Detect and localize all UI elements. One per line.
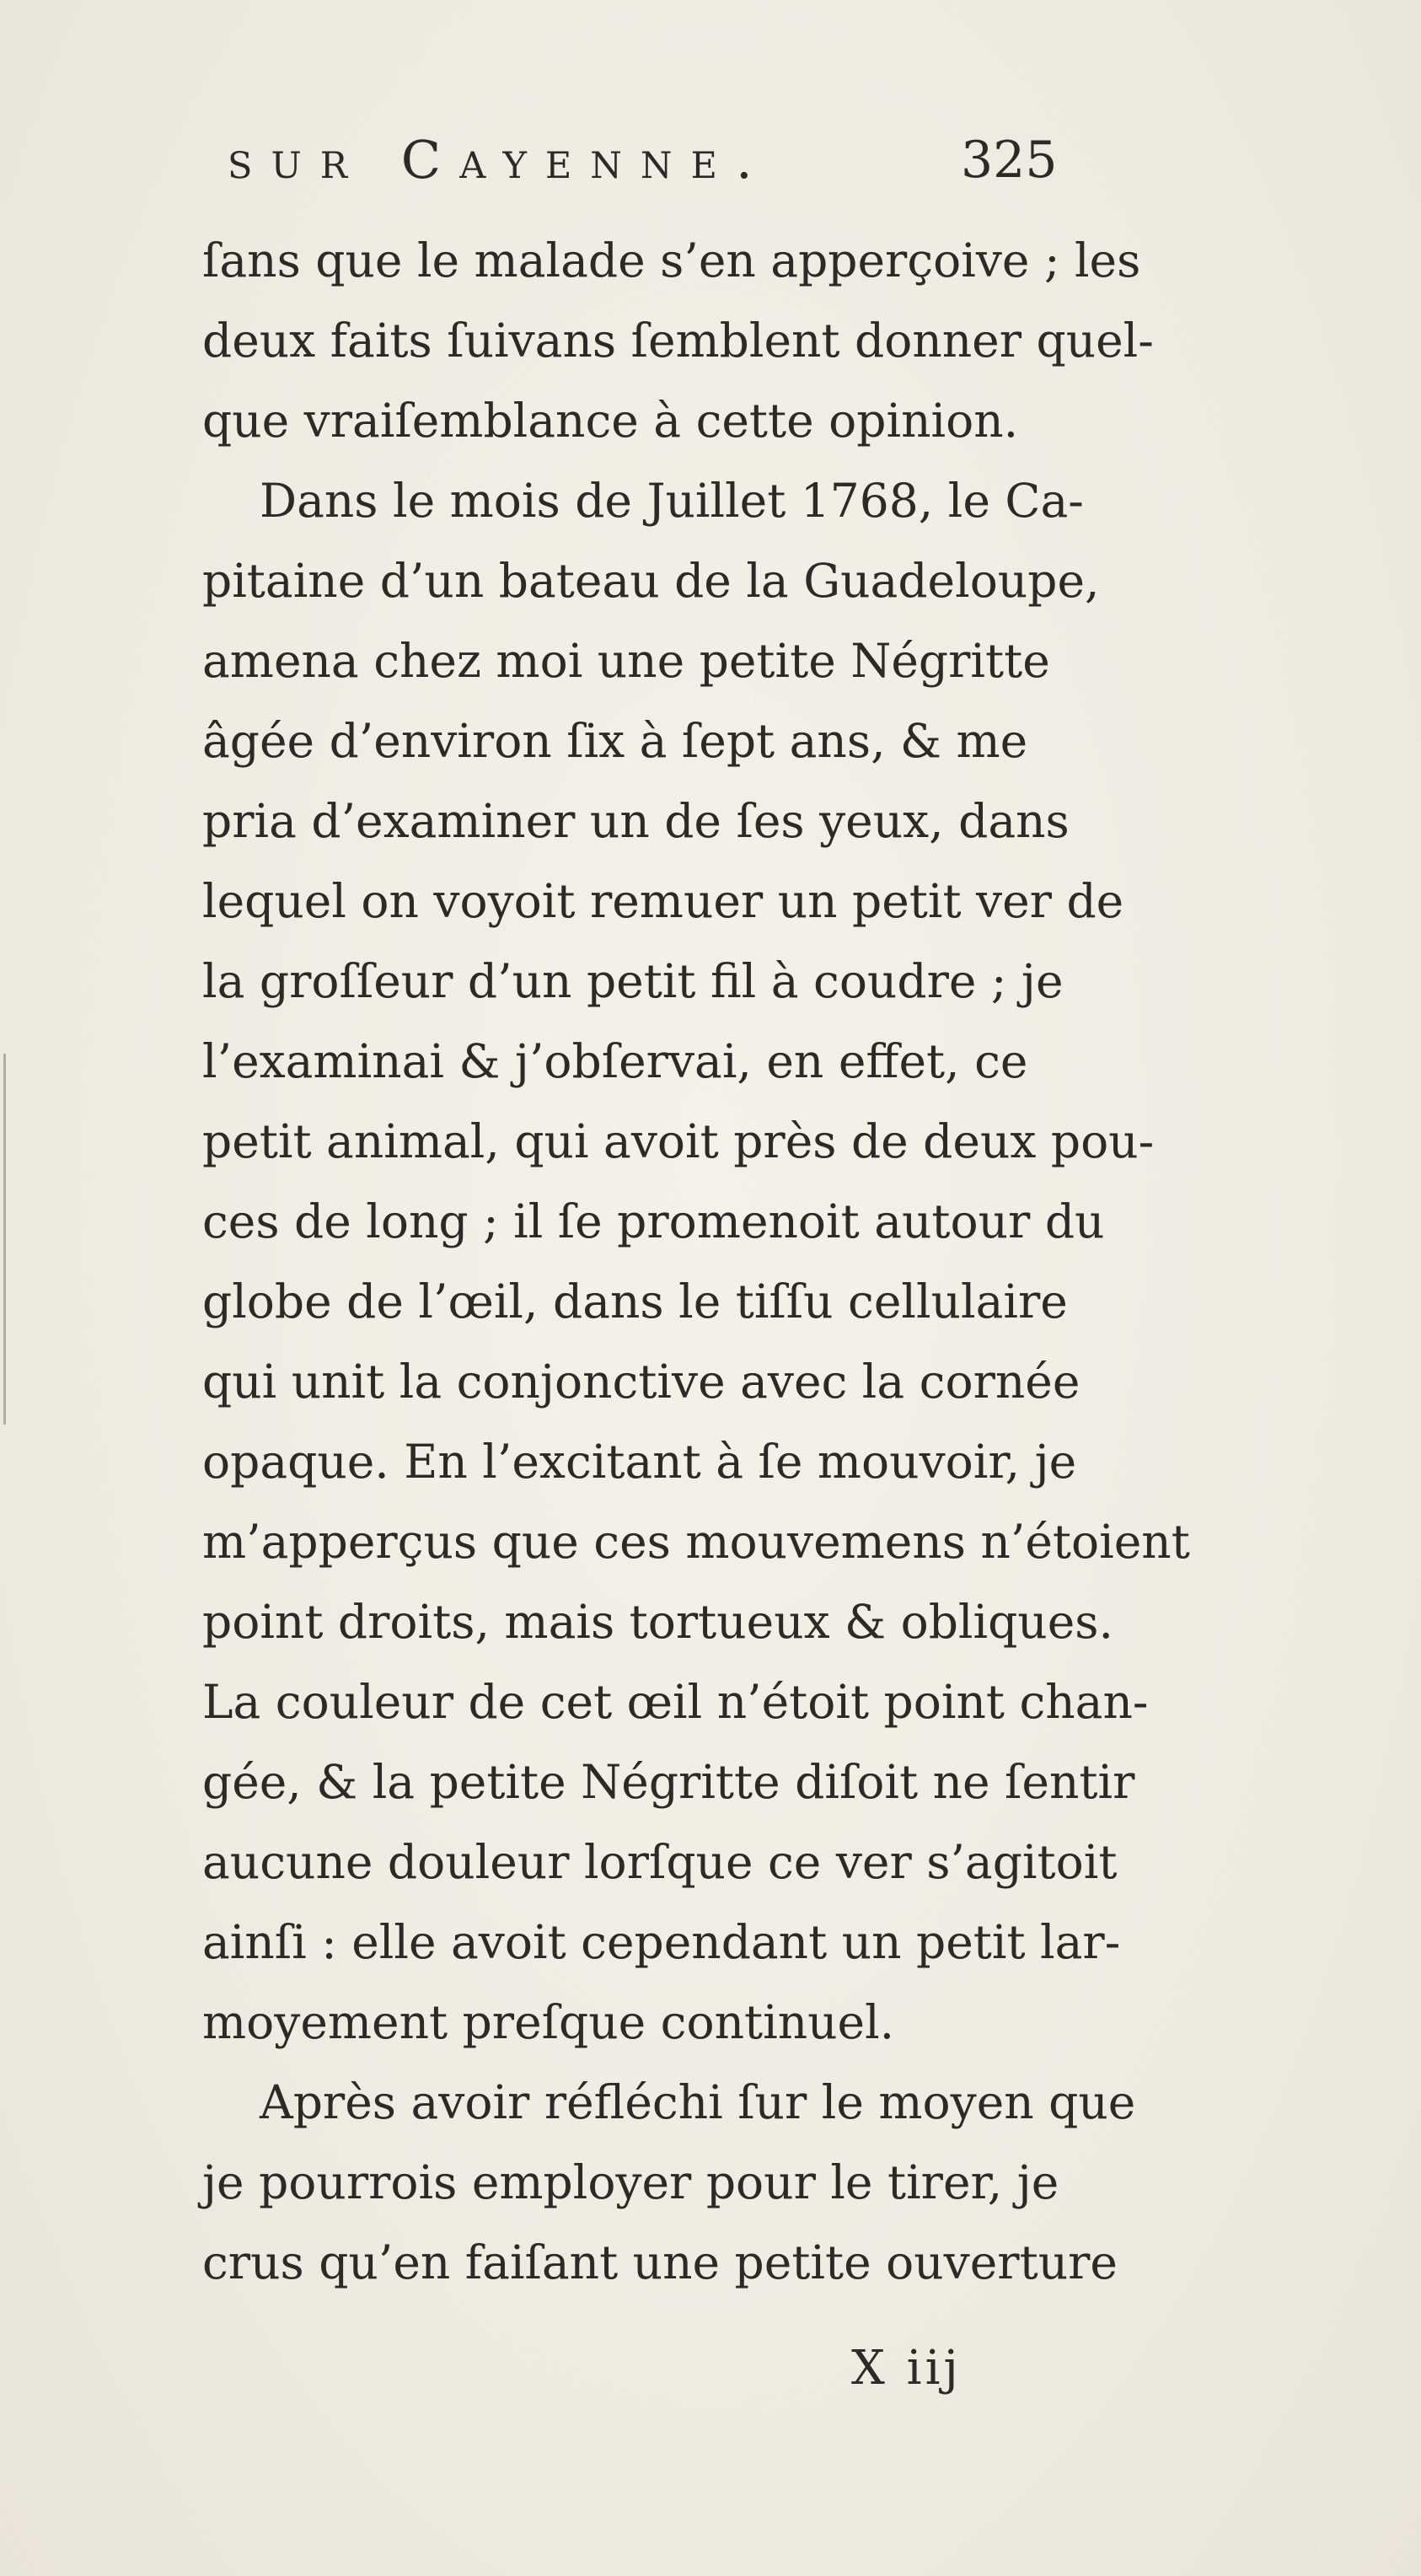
margin-shadow — [3, 1054, 6, 1425]
text-line: deux faits ſuivans ſemblent donner quel- — [202, 314, 1154, 368]
text-line: gée, & la petite Négritte diſoit ne ſentir — [202, 1755, 1135, 1809]
text-line: lequel on voyoit remuer un petit ver de — [202, 874, 1124, 928]
text-line: âgée d’environ ſix à ſept ans, & me — [202, 714, 1028, 768]
text-line: ces de long ; il ſe promenoit autour du — [202, 1194, 1105, 1248]
page-number: 325 — [961, 131, 1058, 190]
text-line: moyement preſque continuel. — [202, 1995, 895, 2049]
text-line: ainſi : elle avoit cependant un petit lar- — [202, 1915, 1121, 1969]
text-line: point droits, mais tortueux & obliques. — [202, 1595, 1113, 1649]
text-line: crus qu’en faiſant une petite ouverture — [202, 2235, 1118, 2289]
body-text — [202, 223, 1190, 2449]
text-line: m’apperçus que ces mouvemens n’étoient — [202, 1515, 1190, 1569]
text-line: aucune douleur lorſque ce ver s’agitoit — [202, 1835, 1118, 1889]
text-line: pitaine d’un bateau de la Guadeloupe, — [202, 554, 1100, 608]
text-line: amena chez moi une petite Négritte — [202, 634, 1050, 688]
text-line: opaque. En l’excitant à ſe mouvoir, je — [202, 1435, 1077, 1489]
text-line: Dans le mois de Juillet 1768, le Ca- — [260, 474, 1084, 528]
text-line: La couleur de cet œil n’étoit point chan- — [202, 1675, 1149, 1729]
text-line: la groſſeur d’un petit fil à coudre ; je — [202, 954, 1064, 1008]
text-line: ſans que le malade s’en apperçoive ; les — [202, 233, 1141, 287]
text-line: globe de l’œil, dans le tiſſu cellulaire — [202, 1275, 1068, 1328]
text-line: que vraiſemblance à cette opinion. — [202, 394, 1019, 448]
text-line: Après avoir réfléchi ſur le moyen que — [260, 2075, 1136, 2129]
text-line: qui unit la conjonctive avec la cornée — [202, 1355, 1080, 1409]
page-header — [202, 126, 1214, 194]
text-line: l’examinai & j’obſervai, en effet, ce — [202, 1034, 1028, 1088]
running-title: sur Cayenne. — [228, 129, 771, 191]
text-line: pria d’examiner un de ſes yeux, dans — [202, 794, 1070, 848]
text-line: petit animal, qui avoit près de deux pou- — [202, 1114, 1155, 1168]
text-line: je pourrois employer pour le tirer, je — [202, 2155, 1059, 2209]
signature-mark: X iij — [851, 2341, 962, 2396]
